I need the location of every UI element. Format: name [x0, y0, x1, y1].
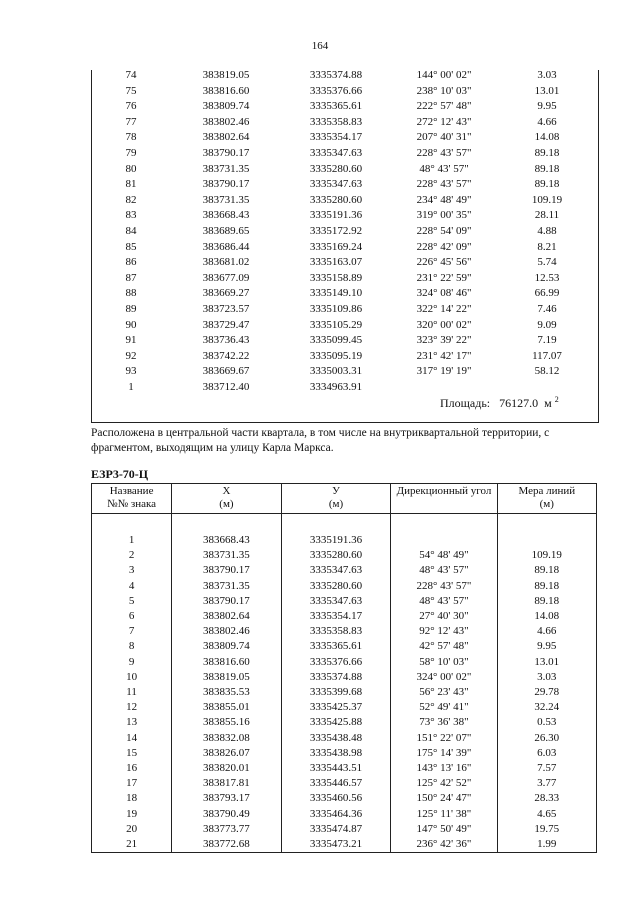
table-row: [91, 224, 597, 240]
section-title: ЕЗР3-70-Ц: [91, 467, 149, 481]
bearing-cell: 125° 42' 52": [391, 776, 497, 791]
x-coordinate-cell: 383826.07: [172, 746, 282, 761]
table-header-row: [92, 484, 597, 514]
area-unit-sup: 2: [554, 395, 559, 404]
table-row: [92, 609, 597, 624]
distance-cell: 0.53: [497, 715, 596, 730]
coordinates-table-1: [91, 68, 597, 395]
point-number-cell: 10: [92, 670, 172, 685]
y-coordinate-cell: 3335003.31: [309, 365, 363, 378]
bearing-cell: 147° 50' 49": [391, 822, 497, 837]
table-row: [91, 68, 597, 84]
bearing-cell: 238° 10' 03": [416, 84, 472, 97]
table-row: [92, 776, 597, 791]
y-coordinate-cell: 3335280.60: [309, 193, 363, 206]
x-coordinate-cell: 383855.16: [172, 715, 282, 730]
point-number-cell: 75: [125, 84, 137, 97]
bearing-cell: 92° 12' 43": [391, 624, 497, 639]
y-coordinate-cell: 3335443.51: [281, 761, 391, 776]
table-row: [91, 286, 597, 302]
distance-cell: [497, 533, 596, 548]
x-coordinate-cell: 383772.68: [172, 837, 282, 853]
bearing-cell: 228° 43' 57": [416, 146, 472, 159]
bearing-cell: 27° 40' 30": [391, 609, 497, 624]
point-number-cell: 87: [125, 271, 137, 284]
x-coordinate-cell: 383793.17: [172, 791, 282, 806]
header-point-name: Название №№ знака: [92, 484, 172, 514]
table-row: [92, 655, 597, 670]
bearing-cell: 150° 24' 47": [391, 791, 497, 806]
bearing-cell: 125° 11' 38": [391, 807, 497, 822]
distance-cell: 28.11: [534, 209, 560, 222]
table-row: [92, 548, 597, 563]
bearing-cell: 272° 12' 43": [416, 115, 472, 128]
distance-cell: 89.18: [534, 178, 560, 191]
table-row: [92, 563, 597, 578]
x-coordinate-cell: 383742.22: [202, 349, 250, 362]
x-coordinate-cell: 383731.35: [202, 162, 250, 175]
bearing-cell: [391, 533, 497, 548]
x-coordinate-cell: 383668.43: [202, 209, 250, 222]
x-coordinate-cell: 383686.44: [202, 240, 250, 253]
distance-cell: 89.18: [534, 146, 560, 159]
y-coordinate-cell: 3335347.63: [309, 178, 363, 191]
table-row: [91, 162, 597, 178]
table-row: [92, 715, 597, 730]
bearing-cell: 236° 42' 36": [391, 837, 497, 853]
y-coordinate-cell: 3335460.56: [281, 791, 391, 806]
table-row: [91, 130, 597, 146]
distance-cell: 26.30: [497, 731, 596, 746]
x-coordinate-cell: 383790.17: [202, 178, 250, 191]
distance-cell: 13.01: [534, 84, 560, 97]
x-coordinate-cell: 383819.05: [202, 69, 250, 81]
distance-cell: 89.18: [534, 162, 560, 175]
point-number-cell: 82: [125, 193, 137, 206]
table-row: [91, 84, 597, 100]
area-value: 76127.0: [499, 396, 539, 410]
point-number-cell: 91: [125, 334, 137, 347]
point-number-cell: 83: [125, 209, 137, 222]
distance-cell: 7.19: [537, 334, 557, 347]
bearing-cell: 234° 48' 49": [416, 193, 472, 206]
area-summary: [440, 395, 559, 411]
y-coordinate-cell: 3335169.24: [309, 240, 363, 253]
distance-cell: 1.99: [497, 837, 596, 853]
y-coordinate-cell: 3335376.66: [309, 84, 363, 97]
x-coordinate-cell: 383669.27: [202, 287, 250, 300]
distance-cell: 7.46: [537, 302, 557, 315]
bearing-cell: 231° 22' 59": [416, 271, 472, 284]
distance-cell: 4.66: [537, 115, 557, 128]
distance-cell: 3.03: [497, 670, 596, 685]
bearing-cell: 54° 48' 49": [391, 548, 497, 563]
header-y: У (м): [281, 484, 391, 514]
distance-cell: 3.77: [497, 776, 596, 791]
y-coordinate-cell: 3335163.07: [309, 256, 363, 269]
bearing-cell: 231° 42' 17": [416, 349, 472, 362]
y-coordinate-cell: 3335191.36: [309, 209, 363, 222]
point-number-cell: 1: [92, 533, 172, 548]
x-coordinate-cell: 383731.35: [172, 579, 282, 594]
point-number-cell: 9: [92, 655, 172, 670]
area-label: Площадь:: [440, 396, 491, 410]
area-unit: м: [544, 396, 552, 410]
distance-cell: 12.53: [534, 271, 560, 284]
bearing-cell: 48° 43' 57": [391, 594, 497, 609]
x-coordinate-cell: 383809.74: [202, 100, 250, 113]
distance-cell: 4.66: [497, 624, 596, 639]
point-number-cell: 93: [125, 365, 137, 378]
point-number-cell: 17: [92, 776, 172, 791]
x-coordinate-cell: 383773.77: [172, 822, 282, 837]
table-row: [91, 240, 597, 256]
point-number-cell: 84: [125, 224, 137, 237]
bearing-cell: 151° 22' 07": [391, 731, 497, 746]
x-coordinate-cell: 383731.35: [172, 548, 282, 563]
y-coordinate-cell: 3335425.88: [281, 715, 391, 730]
page-number: 164: [311, 40, 329, 52]
distance-cell: 8.21: [537, 240, 557, 253]
y-coordinate-cell: 3335172.92: [309, 224, 363, 237]
table-row: [92, 533, 597, 548]
bearing-cell: 317° 19' 19": [416, 365, 472, 378]
header-bearing: Дирекционный угол: [391, 484, 497, 514]
x-coordinate-cell: 383689.65: [202, 224, 250, 237]
y-coordinate-cell: 3335425.37: [281, 700, 391, 715]
point-number-cell: 1: [128, 380, 134, 393]
bearing-cell: 228° 54' 09": [416, 224, 472, 237]
distance-cell: 66.99: [534, 287, 560, 300]
point-number-cell: 77: [125, 115, 137, 128]
point-number-cell: 15: [92, 746, 172, 761]
distance-cell: 4.88: [537, 224, 557, 237]
table-row: [91, 302, 597, 318]
y-coordinate-cell: 3335473.21: [281, 837, 391, 853]
table-row: [91, 364, 597, 380]
point-number-cell: 12: [92, 700, 172, 715]
point-number-cell: 11: [92, 685, 172, 700]
bearing-cell: 324° 08' 46": [416, 287, 472, 300]
table-row: [92, 807, 597, 822]
location-description: Расположена в центральной части квартала, в том числе на внутриквартальной территории, с фрагментом, выходящим на улицу Карла Маркса.: [91, 427, 550, 454]
y-coordinate-cell: 3335347.63: [281, 563, 391, 578]
table-row: [92, 746, 597, 761]
y-coordinate-cell: 3335354.17: [309, 131, 363, 144]
distance-cell: 4.65: [497, 807, 596, 822]
point-number-cell: 16: [92, 761, 172, 776]
y-coordinate-cell: 3335347.63: [309, 146, 363, 159]
point-number-cell: 2: [92, 548, 172, 563]
bearing-cell: 320° 00' 02": [416, 318, 472, 331]
distance-cell: 19.75: [497, 822, 596, 837]
x-coordinate-cell: 383723.57: [202, 302, 250, 315]
bearing-cell: 143° 13' 16": [391, 761, 497, 776]
point-number-cell: 7: [92, 624, 172, 639]
bearing-cell: 226° 45' 56": [416, 256, 472, 269]
distance-cell: 32.24: [497, 700, 596, 715]
x-coordinate-cell: 383817.81: [172, 776, 282, 791]
table-spacer-row: [92, 514, 597, 534]
y-coordinate-cell: 3335347.63: [281, 594, 391, 609]
distance-cell: 109.19: [497, 548, 596, 563]
bearing-cell: 228° 42' 09": [416, 240, 472, 253]
x-coordinate-cell: 383677.09: [202, 271, 250, 284]
point-number-cell: 8: [92, 639, 172, 654]
bearing-cell: 324° 00' 02": [391, 670, 497, 685]
table-row: [92, 822, 597, 837]
distance-cell: 7.57: [497, 761, 596, 776]
x-coordinate-cell: 383681.02: [202, 256, 250, 269]
distance-cell: 3.03: [537, 69, 557, 81]
point-number-cell: 78: [125, 131, 137, 144]
x-coordinate-cell: 383669.67: [202, 365, 250, 378]
table-row: [91, 255, 597, 271]
distance-cell: 109.19: [531, 193, 563, 206]
x-coordinate-cell: 383790.49: [172, 807, 282, 822]
distance-cell: 14.08: [534, 131, 560, 144]
point-number-cell: 13: [92, 715, 172, 730]
table-row: [91, 115, 597, 131]
header-distance: Мера линий (м): [497, 484, 596, 514]
distance-cell: 28.33: [497, 791, 596, 806]
x-coordinate-cell: 383802.64: [172, 609, 282, 624]
distance-cell: [497, 380, 597, 396]
point-number-cell: 19: [92, 807, 172, 822]
y-coordinate-cell: 3335374.88: [281, 670, 391, 685]
table-row: [91, 177, 597, 193]
point-number-cell: 85: [125, 240, 137, 253]
bearing-cell: 319° 00' 35": [416, 209, 472, 222]
table-row: [92, 685, 597, 700]
point-number-cell: 74: [125, 69, 137, 81]
point-number-cell: 4: [92, 579, 172, 594]
x-coordinate-cell: 383790.17: [172, 594, 282, 609]
bearing-cell: 228° 43' 57": [416, 178, 472, 191]
y-coordinate-cell: 3335474.87: [281, 822, 391, 837]
bearing-cell: 48° 43' 57": [419, 162, 469, 175]
distance-cell: 9.09: [537, 318, 557, 331]
y-coordinate-cell: 3335105.29: [309, 318, 363, 331]
x-coordinate-cell: 383731.35: [202, 193, 250, 206]
table-row: [92, 700, 597, 715]
x-coordinate-cell: 383835.53: [172, 685, 282, 700]
y-coordinate-cell: 3335095.19: [309, 349, 363, 362]
y-coordinate-cell: 3335149.10: [309, 287, 363, 300]
table-row: [91, 349, 597, 365]
y-coordinate-cell: 3335280.60: [309, 162, 363, 175]
bearing-cell: 222° 57' 48": [416, 100, 472, 113]
bearing-cell: 42° 57' 48": [391, 639, 497, 654]
point-number-cell: 21: [92, 837, 172, 853]
y-coordinate-cell: 3335358.83: [309, 115, 363, 128]
point-number-cell: 89: [125, 302, 137, 315]
table-row: [91, 208, 597, 224]
y-coordinate-cell: 3335158.89: [309, 271, 363, 284]
y-coordinate-cell: 3335280.60: [281, 548, 391, 563]
x-coordinate-cell: 383729.47: [202, 318, 250, 331]
table-row: [91, 380, 597, 396]
table-row: [92, 639, 597, 654]
y-coordinate-cell: 3335438.98: [281, 746, 391, 761]
y-coordinate-cell: 3335399.68: [281, 685, 391, 700]
bearing-cell: 323° 39' 22": [416, 334, 472, 347]
header-x: X (м): [172, 484, 282, 514]
x-coordinate-cell: 383819.05: [172, 670, 282, 685]
table-row: [91, 318, 597, 334]
x-coordinate-cell: 383736.43: [202, 334, 250, 347]
x-coordinate-cell: 383668.43: [172, 533, 282, 548]
x-coordinate-cell: 383802.64: [202, 131, 250, 144]
bearing-cell: 228° 43' 57": [391, 579, 497, 594]
coordinates-table-2: [91, 483, 597, 853]
x-coordinate-cell: 383790.17: [172, 563, 282, 578]
y-coordinate-cell: 3335365.61: [309, 100, 363, 113]
y-coordinate-cell: 3335376.66: [281, 655, 391, 670]
y-coordinate-cell: 3335438.48: [281, 731, 391, 746]
distance-cell: 9.95: [497, 639, 596, 654]
x-coordinate-cell: 383816.60: [202, 84, 250, 97]
distance-cell: 117.07: [532, 349, 562, 362]
point-number-cell: 88: [125, 287, 137, 300]
table-row: [91, 193, 597, 209]
x-coordinate-cell: 383816.60: [172, 655, 282, 670]
x-coordinate-cell: 383802.46: [172, 624, 282, 639]
bearing-cell: 175° 14' 39": [391, 746, 497, 761]
point-number-cell: 80: [125, 162, 137, 175]
distance-cell: 14.08: [497, 609, 596, 624]
bearing-cell: 48° 43' 57": [391, 563, 497, 578]
y-coordinate-cell: 3335446.57: [281, 776, 391, 791]
point-number-cell: 76: [125, 100, 137, 113]
table-row: [92, 624, 597, 639]
y-coordinate-cell: 3335464.36: [281, 807, 391, 822]
y-coordinate-cell: 3335374.88: [309, 69, 363, 81]
distance-cell: 5.74: [537, 256, 557, 269]
bearing-cell: 207° 40' 31": [416, 131, 472, 144]
x-coordinate-cell: 383809.74: [172, 639, 282, 654]
point-number-cell: 3: [92, 563, 172, 578]
y-coordinate-cell: 3335354.17: [281, 609, 391, 624]
y-coordinate-cell: 3334963.91: [309, 380, 363, 393]
distance-cell: 9.95: [537, 100, 557, 113]
table-row: [91, 271, 597, 287]
y-coordinate-cell: 3335099.45: [309, 334, 363, 347]
distance-cell: 89.18: [497, 594, 596, 609]
table-row: [91, 333, 597, 349]
point-number-cell: 90: [125, 318, 137, 331]
distance-cell: 13.01: [497, 655, 596, 670]
table-row: [92, 837, 597, 853]
x-coordinate-cell: 383820.01: [172, 761, 282, 776]
bearing-cell: 73° 36' 38": [391, 715, 497, 730]
point-number-cell: 79: [125, 146, 137, 159]
bearing-cell: 322° 14' 22": [416, 302, 472, 315]
bearing-cell: [391, 380, 497, 396]
point-number-cell: 86: [125, 256, 137, 269]
table-row: [92, 761, 597, 776]
table-row: [92, 731, 597, 746]
x-coordinate-cell: 383832.08: [172, 731, 282, 746]
distance-cell: 58.12: [534, 365, 560, 378]
point-number-cell: 6: [92, 609, 172, 624]
point-number-cell: 81: [125, 178, 137, 191]
bearing-cell: 58° 10' 03": [391, 655, 497, 670]
y-coordinate-cell: 3335109.86: [309, 302, 363, 315]
distance-cell: 6.03: [497, 746, 596, 761]
distance-cell: 89.18: [497, 563, 596, 578]
x-coordinate-cell: 383712.40: [202, 380, 250, 393]
point-number-cell: 20: [92, 822, 172, 837]
point-number-cell: 5: [92, 594, 172, 609]
x-coordinate-cell: 383855.01: [172, 700, 282, 715]
point-number-cell: 18: [92, 791, 172, 806]
table-row: [92, 791, 597, 806]
y-coordinate-cell: 3335358.83: [281, 624, 391, 639]
bearing-cell: 52° 49' 41": [391, 700, 497, 715]
y-coordinate-cell: 3335191.36: [281, 533, 391, 548]
table-row: [91, 99, 597, 115]
bearing-cell: 144° 00' 02": [416, 69, 472, 81]
table-row: [92, 579, 597, 594]
table-row: [92, 594, 597, 609]
y-coordinate-cell: 3335280.60: [281, 579, 391, 594]
point-number-cell: 92: [125, 349, 137, 362]
distance-cell: 89.18: [497, 579, 596, 594]
table-row: [92, 670, 597, 685]
table-row: [91, 146, 597, 162]
point-number-cell: 14: [92, 731, 172, 746]
x-coordinate-cell: 383802.46: [202, 115, 250, 128]
x-coordinate-cell: 383790.17: [202, 146, 250, 159]
bearing-cell: 56° 23' 43": [391, 685, 497, 700]
y-coordinate-cell: 3335365.61: [281, 639, 391, 654]
distance-cell: 29.78: [497, 685, 596, 700]
